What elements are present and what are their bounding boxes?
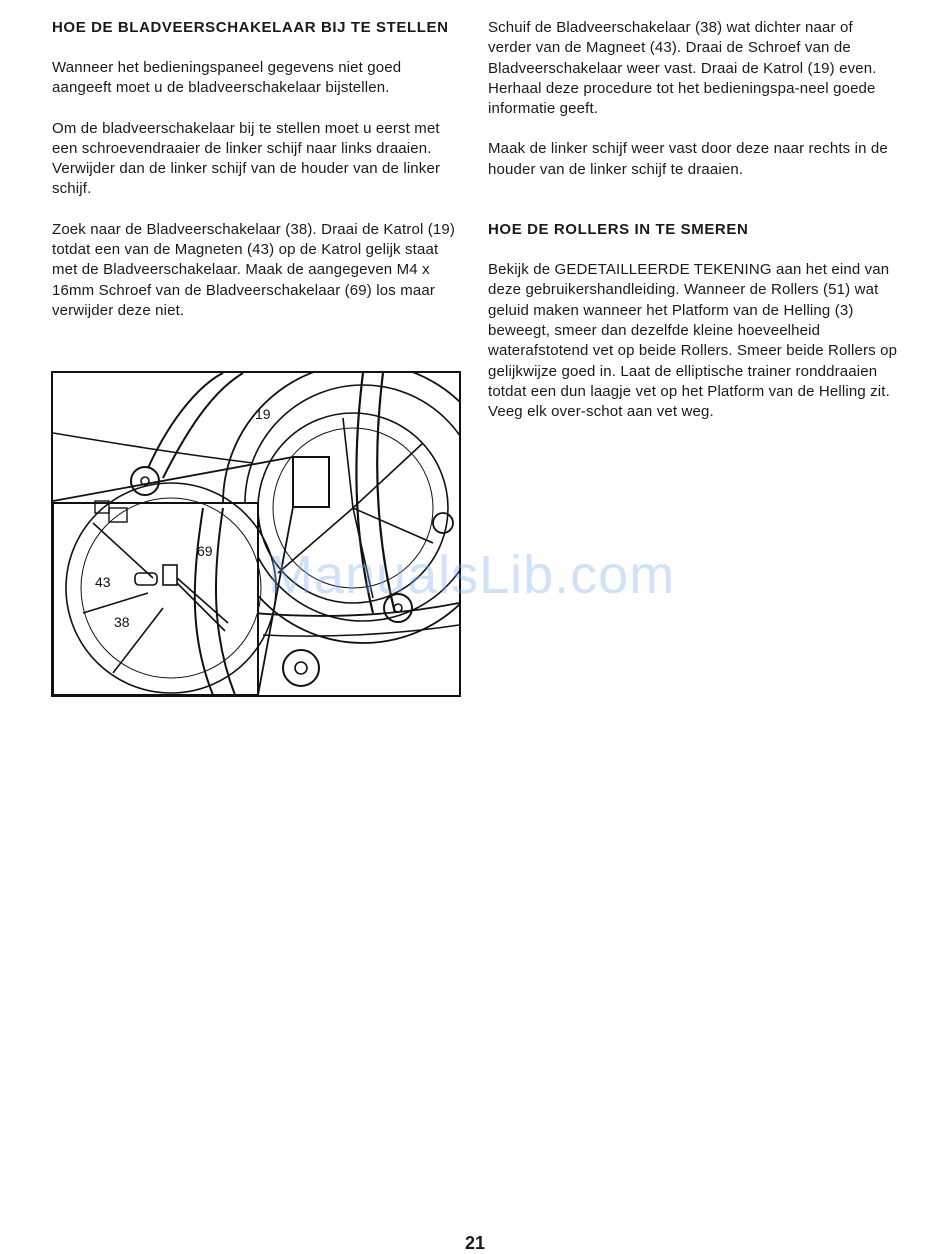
section-heading-adjust-reed-switch: HOE DE BLADVEERSCHAKELAAR BIJ TE STELLEN	[52, 19, 449, 36]
paragraph: Zoek naar de Bladveerschakelaar (38). Draai de Katrol (19) totdat een van de Magneten (43) op de Katrol gelijk staat met de Bladveerschakelaar. Maak de aangegeven M4 x 16mm Schroef van de Bladveerschakelaar (69) los maar verwijder deze niet.	[52, 220, 456, 319]
paragraph: Wanneer het bedieningspaneel gegevens niet goed aangeeft moet u de bladveerschakelaar bijstellen.	[52, 59, 402, 97]
paragraph: Bekijk de GEDETAILLEERDE TEKENING aan het eind van deze gebruikershandleiding. Wanneer de Rollers (51) wat geluid maken wanneer het Platform van de Helling (3) beweegt, smeer dan dezelfde kleine hoeveelheid waterafstotend vet op beide Rollers. Smeer beide Rollers op gelijkwijze goed in. Laat de elliptische trainer ronddraaien totdat een dun laagje vet op het Platform van de Helling zit. Veeg elk over-schot aan vet weg.	[488, 261, 898, 421]
label-magnet-43: 43	[95, 574, 111, 590]
paragraph: Schuif de Bladveerschakelaar (38) wat dichter naar of verder van de Magneet (43). Draai de Schroef van de Bladveerschakelaar weer vast. Draai de Katrol (19) even. Herhaal deze procedure tot het bedieningspa-neel goede informatie geeft.	[488, 19, 877, 118]
watermark: ManualsLib.com	[268, 545, 676, 605]
section-heading-lubricate-rollers: HOE DE ROLLERS IN TE SMEREN	[488, 221, 749, 239]
paragraph: Maak de linker schijf weer vast door deze naar rechts in de houder van de linker schijf te draaien.	[488, 140, 888, 178]
page-number: 21	[464, 1233, 486, 1253]
label-screw-69: 69	[197, 543, 213, 559]
label-switch-38: 38	[114, 614, 130, 630]
paragraph: Om de bladveerschakelaar bij te stellen moet u eerst met een schroevendraaier de linker schijf naar links draaien. Verwijder dan de linker schijf van de houder van de linker schijf.	[52, 119, 441, 198]
illustration-drawing	[53, 373, 459, 695]
label-katrol-19: 19	[255, 406, 271, 422]
right-column	[488, 18, 898, 442]
reed-switch-illustration	[51, 371, 461, 697]
left-column	[52, 18, 464, 341]
